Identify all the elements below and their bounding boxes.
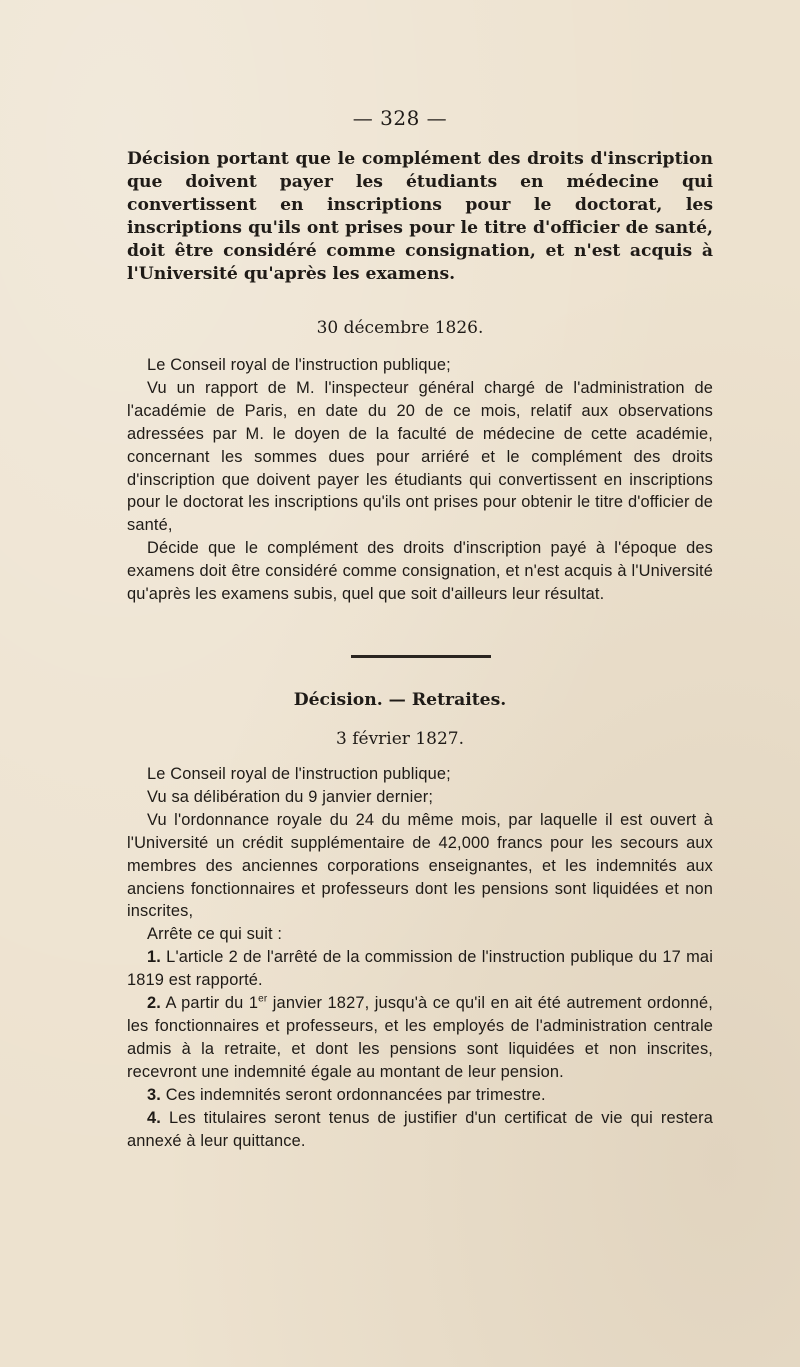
article-number: 3. xyxy=(147,1085,161,1104)
paragraph: Décide que le complément des droits d'inscription payé à l'époque des examens doit être considéré comme consignation, et n'est acquis à l'Université qu'après les examens subis, quel que soit d'ailleurs leur résultat. xyxy=(127,539,713,604)
page-number: — 328 — xyxy=(352,106,448,130)
decision-2-title: Décision. — Retraites. xyxy=(293,690,507,710)
article-3 xyxy=(127,1084,713,1107)
article-number: 4. xyxy=(147,1108,161,1127)
paragraph: Le Conseil royal de l'instruction publique; xyxy=(147,356,451,374)
paragraph: Vu sa délibération du 9 janvier dernier; xyxy=(147,787,434,806)
article-text: A partir du 1 xyxy=(165,994,259,1013)
article-text: janvier 1827, jusqu'à ce qu'il en ait été autrement ordonné, les fonctionnaires et professeurs, et les employés de l'administration centrale admis à la retraite, et dont les pensions sont liquidées et non inscrites, recevront une indemnité égale au montant de leur pension. xyxy=(127,994,713,1081)
decision-1-date: 30 décembre 1826. xyxy=(316,318,484,338)
decision-1-heading-text: Décision portant que le complément des droits d'inscription que doivent payer les étudiants en médecine qui convertissent en inscriptions pour le doctorat, les inscriptions qu'ils ont prises pour le titre d'officier de santé, doit être considéré comme consignation, et n'est acquis à l'Université qu'après les examens. xyxy=(127,149,713,284)
decision-1-heading xyxy=(127,148,713,286)
paragraph: Arrête ce qui suit : xyxy=(147,925,283,944)
decision-1-body xyxy=(127,354,713,606)
paragraph: Vu l'ordonnance royale du 24 du même mois, par laquelle il est ouvert à l'Université un crédit supplémentaire de 42,000 francs pour les secours aux membres des anciennes corporations enseignantes, et les indemnités aux anciens fonctionnaires et professeurs dont les pensions sont liquidées et non inscrites, xyxy=(127,810,713,921)
article-number: 1. xyxy=(147,948,161,967)
decision-2-body xyxy=(127,763,713,1152)
article-2 xyxy=(127,992,713,1084)
section-divider xyxy=(351,655,491,658)
article-1 xyxy=(127,946,713,992)
article-4 xyxy=(127,1107,713,1153)
article-number: 2. xyxy=(147,994,161,1013)
decision-2-date: 3 février 1827. xyxy=(336,729,464,749)
article-text: Les titulaires seront tenus de justifier d'un certificat de vie qui restera annexé à leur quittance. xyxy=(127,1108,713,1150)
article-text: Ces indemnités seront ordonnancées par trimestre. xyxy=(165,1085,546,1104)
paragraph: Le Conseil royal de l'instruction publique; xyxy=(147,765,451,783)
paragraph: Vu un rapport de M. l'inspecteur général chargé de l'administration de l'académie de Paris, en date du 20 de ce mois, relatif aux observations adressées par M. le doyen de la faculté de médecine de cette académie, concernant les sommes dues pour arriéré et le complément des droits d'inscription que doivent payer les étudiants qui convertissent en inscriptions pour le doctorat les inscriptions qu'ils ont prises pour obtenir le titre d'officier de santé, xyxy=(127,378,713,535)
superscript: er xyxy=(258,993,268,1005)
article-text: L'article 2 de l'arrêté de la commission de l'instruction publique du 17 mai 1819 est rapporté. xyxy=(127,948,713,990)
